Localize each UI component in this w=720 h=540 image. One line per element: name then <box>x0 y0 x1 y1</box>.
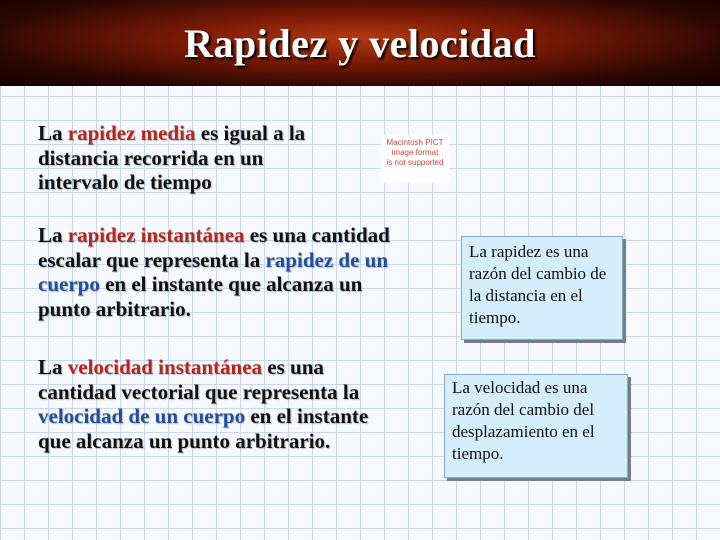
callout-box-velocidad: La velocidad es una razón del cambio del desplazamiento en el tiempo. <box>444 374 628 478</box>
paragraph-velocidad-instantanea <box>38 355 398 453</box>
highlight-velocidad-instantanea: velocidad instantánea <box>67 355 263 379</box>
unsupported-image-placeholder <box>381 135 449 183</box>
highlight-velocidad-de-un-cuerpo: velocidad de un cuerpo <box>38 404 246 428</box>
text: La <box>38 121 68 145</box>
title-bar <box>0 0 720 86</box>
placeholder-line: is not supported <box>386 158 444 167</box>
text: La <box>38 223 68 247</box>
paragraph-rapidez-media <box>38 121 338 195</box>
text: La <box>38 355 68 379</box>
placeholder-line: Macintosh PICT <box>386 138 444 147</box>
highlight-rapidez-instantanea: rapidez instantánea <box>67 223 245 247</box>
callout-box-rapidez: La rapidez es una razón del cambio de la distancia en el tiempo. <box>461 236 623 340</box>
text: es igual a la distancia recorrida en un intervalo de tiempo <box>38 121 306 194</box>
paragraph-rapidez-instantanea <box>38 223 408 321</box>
slide-title: Rapidez y velocidad <box>184 20 536 66</box>
highlight-rapidez-media: rapidez media <box>67 121 196 145</box>
highlight-rapidez-de-un-cuerpo: rapidez de un cuerpo <box>38 247 388 296</box>
text: en el instante que alcanza un punto arbitrario. <box>38 404 369 453</box>
text: en el instante que alcanza un punto arbitrario. <box>38 272 363 321</box>
text: es una cantidad vectorial que representa la <box>38 355 360 404</box>
placeholder-line: image format <box>391 148 439 157</box>
text: es una cantidad escalar que representa la <box>38 223 390 272</box>
